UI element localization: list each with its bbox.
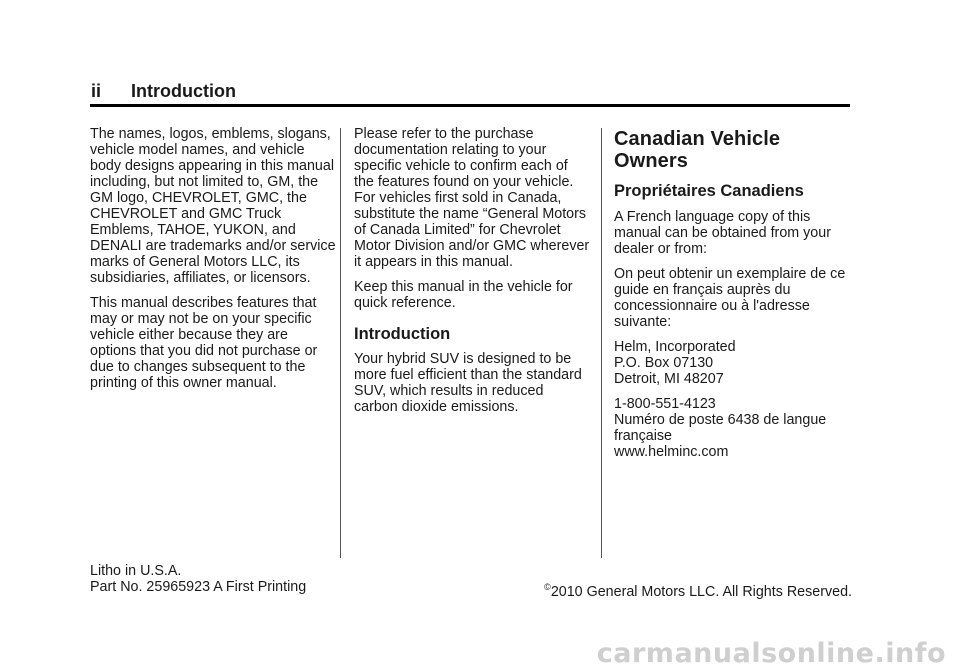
contact-info bbox=[614, 396, 854, 460]
column-2 bbox=[354, 126, 590, 424]
part-number: Part No. 25965923 A First Printing bbox=[90, 579, 307, 595]
exemplaire-paragraph: On peut obtenir un exemplaire de ce guide en français auprès du concessionnaire ou à l'adresse suivante: bbox=[614, 266, 846, 330]
section-title: Introduction bbox=[131, 81, 236, 101]
phone-number: 1-800-551-4123 bbox=[614, 396, 716, 412]
page-header bbox=[90, 80, 850, 107]
watermark: carmanualsonline.info bbox=[596, 638, 946, 669]
address-line: Detroit, MI 48207 bbox=[614, 371, 724, 387]
introduction-heading: Introduction bbox=[354, 325, 451, 343]
keep-manual-paragraph: Keep this manual in the vehicle for quick reference. bbox=[354, 279, 573, 311]
address-line: P.O. Box 07130 bbox=[614, 355, 714, 371]
hybrid-suv-paragraph: Your hybrid SUV is designed to be more fuel efficient than the standard SUV, which results in reduced carbon dioxide emissions. bbox=[354, 351, 582, 415]
french-copy-paragraph: A French language copy of this manual can be obtained from your dealer or from: bbox=[614, 209, 831, 257]
copyright-text: 2010 General Motors LLC. All Rights Reserved. bbox=[550, 583, 852, 600]
column-3 bbox=[614, 126, 854, 469]
mailing-address bbox=[614, 339, 854, 387]
column-1 bbox=[90, 126, 336, 400]
website-link[interactable]: www.helminc.com bbox=[614, 444, 729, 460]
column-divider-1 bbox=[340, 128, 341, 558]
features-paragraph: This manual describes features that may or may not be on your specific vehicle either because they are options that you did not purchase or due to changes subsequent to the printing of this owner manual. bbox=[90, 295, 318, 391]
proprietaires-heading: Propriétaires Canadiens bbox=[614, 182, 804, 200]
copyright-symbol: © bbox=[544, 582, 551, 592]
litho-text: Litho in U.S.A. bbox=[90, 563, 182, 579]
copyright bbox=[544, 579, 852, 600]
extension-line: Numéro de poste 6438 de langue française bbox=[614, 412, 827, 444]
address-line: Helm, Incorporated bbox=[614, 339, 736, 355]
page-footer bbox=[90, 563, 852, 600]
page-number: ii bbox=[91, 81, 102, 101]
column-divider-2 bbox=[601, 128, 602, 558]
canadian-owners-heading: Canadian Vehicle Owners bbox=[614, 128, 781, 172]
trademark-paragraph: The names, logos, emblems, slogans, vehicle model names, and vehicle body designs appearing in this manual including, but not limited to, GM, the GM logo, CHEVROLET, GMC, the CHEVROLET and GMC Truck Emblems, TAHOE, YUKON, and DENALI are trademarks and/or service marks of General Motors LLC, its subsidiaries, affiliates, or licensors. bbox=[90, 126, 336, 286]
purchase-docs-paragraph: Please refer to the purchase documentation relating to your specific vehicle to confirm each of the features found on your vehicle. For vehicles first sold in Canada, substitute the name “General Motors of Canada Limited” for Chevrolet Motor Division and/or GMC wherever it appears in this manual. bbox=[354, 126, 590, 270]
